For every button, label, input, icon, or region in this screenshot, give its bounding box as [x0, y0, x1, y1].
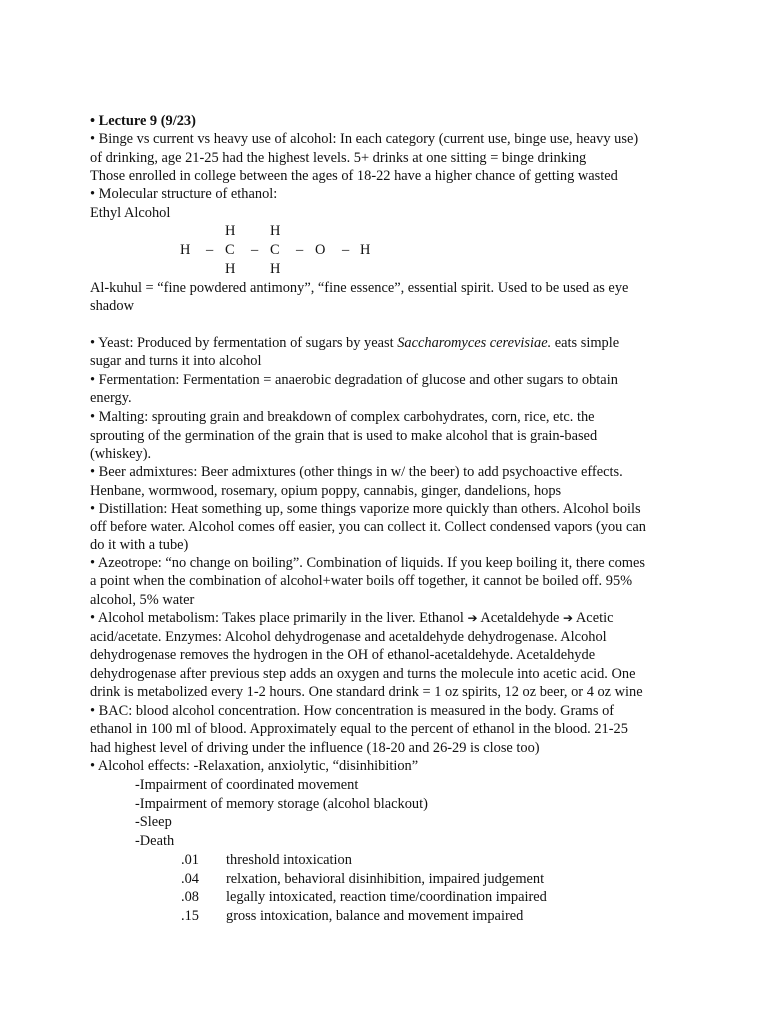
- line-text: [90, 500, 641, 518]
- line-text: legally intoxicated, reaction time/coordination impaired: [226, 889, 547, 905]
- line-text: -Sleep: [135, 814, 172, 830]
- line-text: -Impairment of coordinated movement: [135, 777, 359, 793]
- text: Yeast: Produced by fermentation of sugars by yeast: [98, 335, 398, 351]
- effect-item: [135, 795, 428, 813]
- atom-o: O: [315, 242, 326, 258]
- text: Alcohol metabolism: Takes place primarily in the liver. Ethanol: [97, 610, 468, 626]
- binge-line-2: [90, 149, 586, 167]
- bac-level-value: .01: [181, 852, 199, 868]
- line-text: (whiskey).: [90, 446, 152, 462]
- atom-h-bottom-1: H: [225, 261, 236, 277]
- alkuhul-line-2: [90, 297, 134, 315]
- bac-line-2: [90, 720, 628, 738]
- beer-line-2: [90, 482, 561, 500]
- line-text: [90, 702, 614, 720]
- line-text: gross intoxication, balance and movement impaired: [226, 908, 524, 924]
- bullet: •: [90, 372, 96, 388]
- fermentation-line-2: [90, 389, 132, 407]
- line-text: dehydrogenase removes the hydrogen in the OH of ethanol-acetaldehyde. Acetaldehyde: [90, 647, 596, 663]
- bullet: •: [90, 610, 96, 626]
- distillation-line-2: [90, 518, 646, 536]
- atom-h-bottom-2: H: [270, 261, 281, 277]
- alkuhul-line-1: [90, 279, 628, 297]
- line-text: -Death: [135, 833, 175, 849]
- line-text: do it with a tube): [90, 537, 189, 553]
- text: Distillation: Heat something up, some things vaporize more quickly than others. Alcohol boils: [98, 501, 641, 517]
- text: eats simple: [551, 335, 620, 351]
- metabolism-line-2: [90, 628, 607, 646]
- bullet: •: [90, 409, 96, 425]
- line-text: [90, 371, 618, 389]
- metabolism-line-1: [90, 609, 613, 627]
- text: Beer admixtures: Beer admixtures (other things in w/ the beer) to add psychoactive effects.: [98, 464, 623, 480]
- line-text: [90, 130, 638, 148]
- line-text: off before water. Alcohol comes off easier, you can collect it. Collect condensed vapors (you can: [90, 519, 646, 535]
- line-text: relxation, behavioral disinhibition, impaired judgement: [226, 871, 545, 887]
- bac-level-description: [226, 888, 547, 906]
- line-text: a point when the combination of alcohol+water boils off together, it cannot be boiled off. 95%: [90, 573, 633, 589]
- arrow-right-icon: ➔: [467, 611, 478, 625]
- line-text: acid/acetate. Enzymes: Alcohol dehydrogenase and acetaldehyde dehydrogenase. Alcohol: [90, 629, 607, 645]
- text: Malting: sprouting grain and breakdown of complex carbohydrates, corn, rice, etc. the: [98, 409, 595, 425]
- line-text: Al-kuhul = “fine powdered antimony”, “fine essence”, essential spirit. Used to be used as eye: [90, 280, 629, 296]
- malting-line-2: [90, 427, 597, 445]
- fermentation-line-1: [90, 371, 618, 389]
- text: Fermentation: Fermentation = anaerobic degradation of glucose and other sugars to obtain: [98, 372, 618, 388]
- bac-level-description: [226, 870, 544, 888]
- binge-line-1: [90, 130, 638, 148]
- bac-level-value: .08: [181, 889, 199, 905]
- line-text: ethanol in 100 ml of blood. Approximately equal to the percent of ethanol in the blood. 21-25: [90, 721, 628, 737]
- line-text: alcohol, 5% water: [90, 592, 195, 608]
- bac-level-value: .15: [181, 908, 199, 924]
- effect-item: [135, 776, 358, 794]
- arrow-right-icon: ➔: [563, 611, 574, 625]
- line-text: Those enrolled in college between the ages of 18-22 have a higher chance of getting wasted: [90, 168, 618, 184]
- distillation-line-1: [90, 500, 641, 518]
- metabolism-line-3: [90, 646, 595, 664]
- azeotrope-line-2: [90, 572, 632, 590]
- line-text: Henbane, wormwood, rosemary, opium poppy, cannabis, ginger, dandelions, hops: [90, 483, 562, 499]
- line-text: sprouting of the germination of the grain that is used to make alcohol that is grain-based: [90, 428, 598, 444]
- text: BAC: blood alcohol concentration. How concentration is measured in the body. Grams of: [98, 703, 615, 719]
- line-text: [90, 757, 418, 775]
- bullet: •: [90, 335, 96, 351]
- line-text: [90, 334, 619, 352]
- line-text: -Impairment of memory storage (alcohol blackout): [135, 796, 428, 812]
- lecture-title: Lecture 9 (9/23): [98, 113, 196, 129]
- bullet: •: [90, 758, 96, 774]
- atom-c-2: C: [270, 242, 280, 258]
- line-text: [90, 408, 595, 426]
- atom-c-1: C: [225, 242, 235, 258]
- beer-line-1: [90, 463, 623, 481]
- azeotrope-line-1: [90, 554, 645, 572]
- bond: –: [296, 242, 304, 258]
- bullet: •: [90, 501, 96, 517]
- yeast-line-2: [90, 352, 261, 370]
- bac-level-description: [226, 907, 523, 925]
- atom-h-top-2: H: [270, 223, 281, 239]
- bullet: •: [90, 555, 96, 571]
- line-text: drink is metabolized every 1-2 hours. One standard drink = 1 oz spirits, 12 oz beer, or 4 oz wine: [90, 684, 643, 700]
- bond: –: [206, 242, 214, 258]
- term: Molecular structure of ethanol:: [98, 186, 278, 202]
- line-text: of drinking, age 21-25 had the highest levels. 5+ drinks at one sitting = binge drinking: [90, 150, 587, 166]
- text: Acetic: [573, 610, 614, 626]
- term: Binge vs current vs heavy use of alcohol:: [98, 131, 337, 147]
- line-text: [90, 609, 613, 627]
- bac-line-1: [90, 702, 614, 720]
- bond: –: [342, 242, 350, 258]
- bullet: •: [90, 131, 96, 147]
- text: Azeotrope: “no change on boiling”. Combination of liquids. If you keep boiling it, there comes: [97, 555, 645, 571]
- binge-line-3: [90, 167, 618, 185]
- effects-line-1: [90, 757, 418, 775]
- molecule-heading: [90, 185, 277, 203]
- line-text: shadow: [90, 298, 134, 314]
- bond: –: [251, 242, 259, 258]
- azeotrope-line-3: [90, 591, 194, 609]
- bac-line-3: [90, 739, 540, 757]
- line-text: energy.: [90, 390, 132, 406]
- line-text: had highest level of driving under the influence (18-20 and 26-29 is close too): [90, 740, 540, 756]
- line-text: Ethyl Alcohol: [90, 205, 171, 221]
- atom-h-right: H: [360, 242, 371, 258]
- effect-item: [135, 832, 174, 850]
- line-text: [90, 554, 645, 572]
- malting-line-3: [90, 445, 151, 463]
- bullet: •: [90, 464, 96, 480]
- bullet: •: [90, 186, 96, 202]
- line-text: sugar and turns it into alcohol: [90, 353, 262, 369]
- species-name: Saccharomyces cerevisiae.: [397, 335, 552, 351]
- effect-item: [135, 813, 172, 831]
- text: In each category (current use, binge use, heavy use): [336, 131, 639, 147]
- metabolism-line-4: [90, 665, 635, 683]
- yeast-line-1: [90, 334, 619, 352]
- atom-h-left: H: [180, 242, 191, 258]
- metabolism-line-5: [90, 683, 643, 701]
- line-text: dehydrogenase after previous step adds an oxygen and turns the molecule into acetic acid. One: [90, 666, 636, 682]
- text: Alcohol effects: -Relaxation, anxiolytic, “disinhibition”: [97, 758, 419, 774]
- ethyl-alcohol-label: [90, 204, 170, 222]
- text: Acetaldehyde: [477, 610, 564, 626]
- bac-level-description: threshold intoxication: [226, 852, 352, 868]
- bac-level-value: .04: [181, 871, 199, 887]
- atom-h-top-1: H: [225, 223, 236, 239]
- lecture-heading: [90, 112, 196, 130]
- malting-line-1: [90, 408, 595, 426]
- bullet: •: [90, 113, 96, 129]
- line-text: [90, 463, 623, 481]
- distillation-line-3: [90, 536, 188, 554]
- bullet: •: [90, 703, 96, 719]
